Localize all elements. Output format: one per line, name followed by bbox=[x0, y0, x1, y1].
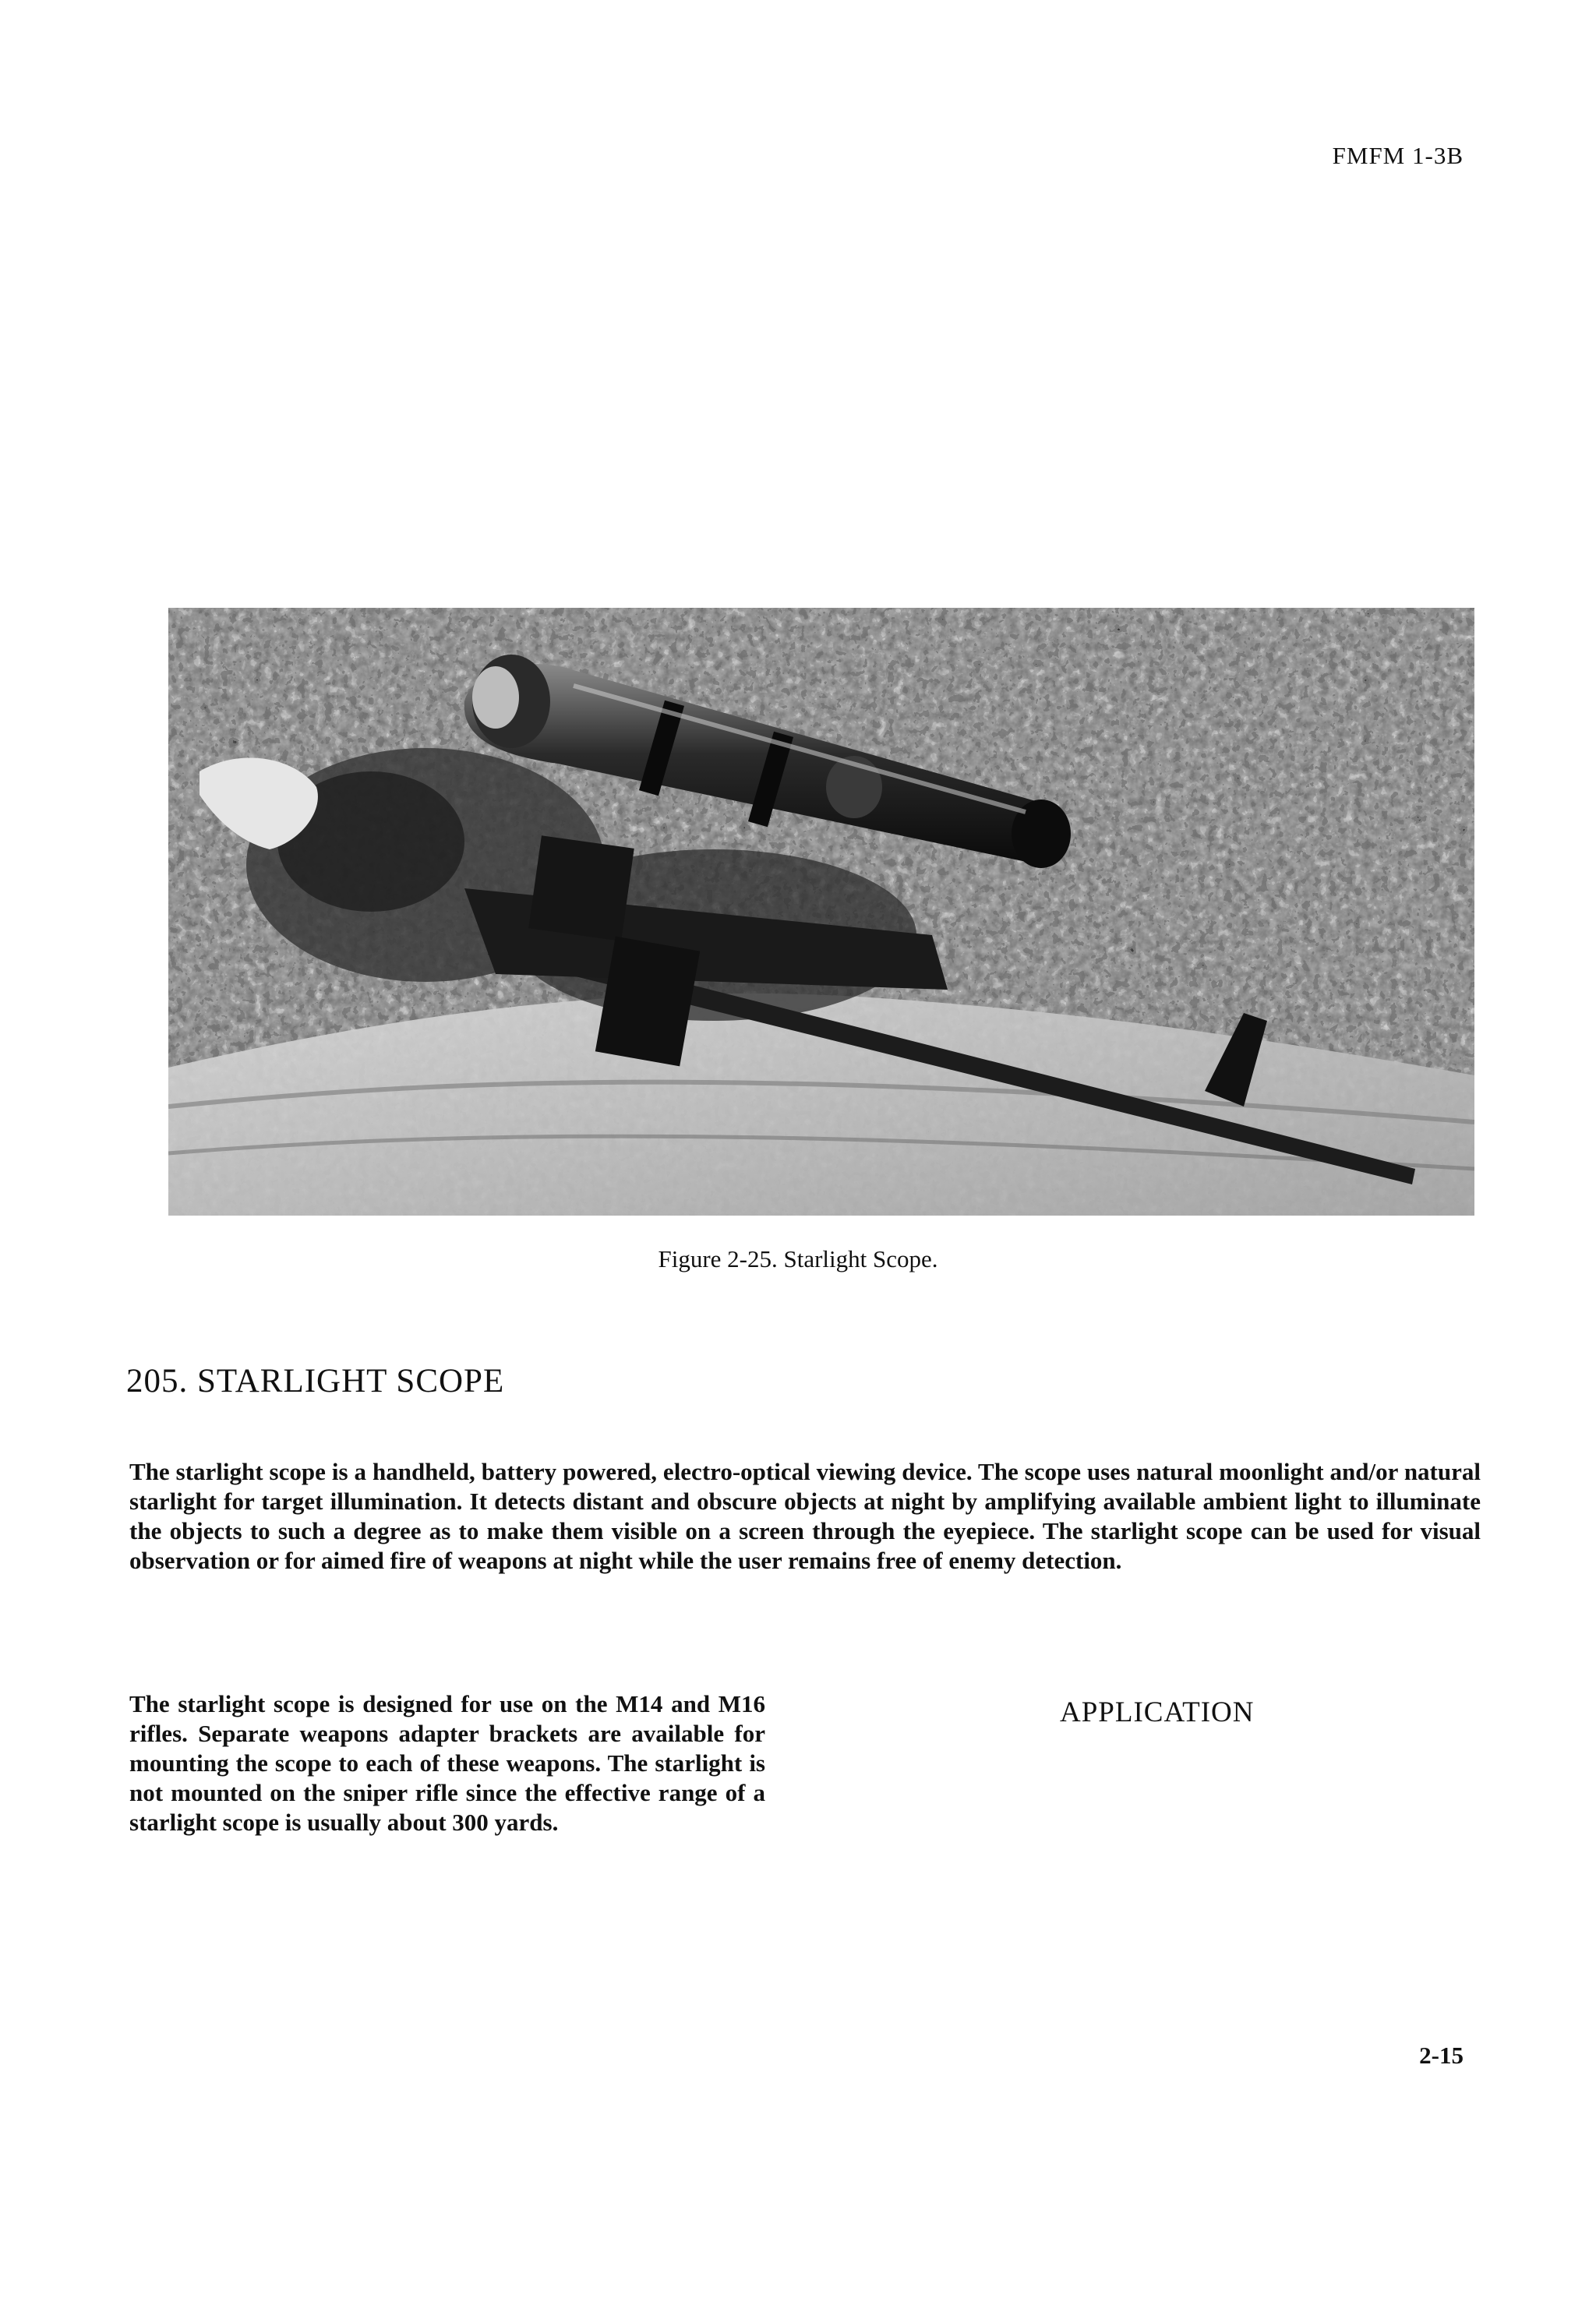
document-id: FMFM 1-3B bbox=[1332, 142, 1464, 169]
figure-caption: Figure 2-25. Starlight Scope. bbox=[658, 1245, 938, 1272]
application-paragraph: The starlight scope is designed for use on the M14 and M16 rifles. Separate weapons adapter brackets are available for mounting the scope to each of these weapons. The starlight is not mounted on the sniper rifle since the effective range of a starlight scope is usually about 300 yards. bbox=[129, 1690, 765, 1836]
starlight-scope-photo-icon bbox=[168, 608, 1474, 1216]
page-number: 2-15 bbox=[1419, 2042, 1464, 2069]
figure-photo bbox=[168, 608, 1474, 1216]
section-heading: 205. STARLIGHT SCOPE bbox=[126, 1363, 505, 1400]
application-heading: APPLICATION bbox=[1060, 1696, 1255, 1728]
section-paragraph: The starlight scope is a handheld, battery powered, electro-optical viewing device. The scope uses natural moonlight and/or natural starlight for target illumination. It detects distant and obscure objects at night by amplifying available ambient light to illuminate the objects to such a degree as to make them visible on a screen through the eyepiece. The starlight scope can be used for visual observation or for aimed fire of weapons at night while the user remains free of enemy detection. bbox=[129, 1458, 1481, 1574]
